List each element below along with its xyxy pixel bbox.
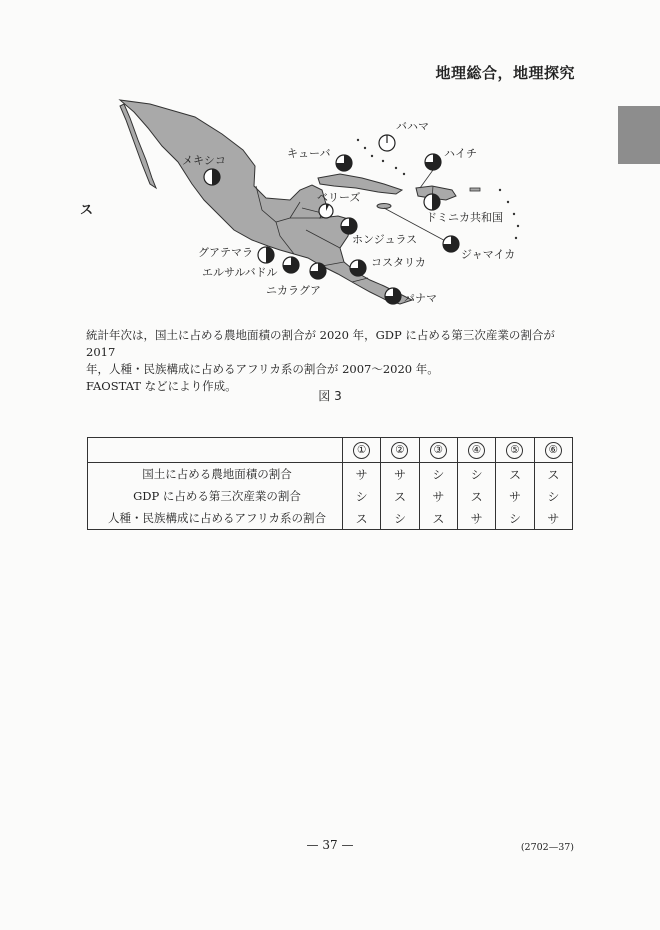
figure-caption: 図 3 — [318, 389, 342, 403]
pie-marker — [341, 218, 357, 234]
table-cell: シ — [419, 463, 457, 486]
table-cell: サ — [381, 463, 419, 486]
choice-header — [419, 438, 457, 463]
page-number: — 37 — — [306, 838, 354, 852]
table-row — [88, 485, 573, 507]
table-cell: ス — [534, 463, 572, 486]
pie-marker — [424, 194, 440, 210]
choice-number: ⑤ — [506, 442, 523, 459]
row-label: GDP に占める第三次産業の割合 — [88, 485, 343, 507]
pie-marker — [204, 169, 220, 185]
table-cell: ス — [343, 507, 381, 530]
exam-code: (2702—37) — [520, 842, 574, 853]
table-cell: シ — [496, 507, 534, 530]
choice-header — [381, 438, 419, 463]
map-label-haiti: ハイチ — [444, 147, 477, 160]
table-cell: サ — [496, 485, 534, 507]
table-cell: シ — [343, 485, 381, 507]
pie-marker — [443, 236, 459, 252]
note-line: 統計年次は，国土に占める農地面積の割合が 2020 年，GDP に占める第三次産業の割合が 2017 — [86, 328, 555, 359]
table-cell: サ — [419, 485, 457, 507]
figure-note — [86, 327, 586, 395]
table-cell: シ — [534, 485, 572, 507]
table-header-blank — [88, 438, 343, 463]
choice-header — [534, 438, 572, 463]
table-cell: ス — [381, 485, 419, 507]
choice-number: ② — [391, 442, 408, 459]
pie-marker — [379, 135, 395, 151]
choice-header — [496, 438, 534, 463]
map-label-guatemala: グアテマラ — [198, 246, 253, 259]
pie-marker — [425, 154, 441, 170]
table-row — [88, 507, 573, 530]
table-cell: サ — [534, 507, 572, 530]
choice-number: ④ — [468, 442, 485, 459]
map-label-el-salvador: エルサルバドル — [202, 266, 278, 279]
map-label-dominican-republic: ドミニカ共和国 — [426, 211, 503, 224]
jamaica-shape — [377, 204, 391, 209]
table-cell: ス — [457, 485, 495, 507]
map-label-cuba: キューバ — [287, 147, 331, 160]
map-label-nicaragua: ニカラグア — [266, 284, 321, 297]
choice-number: ③ — [430, 442, 447, 459]
pie-marker — [385, 288, 401, 304]
row-label: 人種・民族構成に占めるアフリカ系の割合 — [88, 507, 343, 530]
pie-marker — [283, 257, 299, 273]
table-cell: シ — [381, 507, 419, 530]
page-header-title: 地理総合，地理探究 — [435, 64, 575, 82]
map-label-bahamas: バハマ — [396, 120, 429, 133]
choice-header — [343, 438, 381, 463]
table-cell: ス — [496, 463, 534, 486]
map-label-honduras: ホンジュラス — [352, 233, 418, 246]
answer-choices-table — [87, 437, 573, 530]
stray-text: ス — [80, 203, 94, 218]
map-figure — [0, 0, 660, 330]
pie-marker — [310, 263, 326, 279]
table-header-row — [88, 438, 573, 463]
choice-number: ⑥ — [545, 442, 562, 459]
note-line: FAOSTAT などにより作成。 — [86, 379, 237, 393]
row-label: 国土に占める農地面積の割合 — [88, 463, 343, 486]
table-cell: サ — [457, 507, 495, 530]
table-cell: シ — [457, 463, 495, 486]
map-label-mexico: メキシコ — [182, 154, 226, 167]
pie-marker — [350, 260, 366, 276]
map-label-belize: ベリーズ — [317, 191, 361, 204]
map-label-panama: パナマ — [404, 292, 437, 305]
pie-marker — [258, 247, 274, 263]
note-line: 年，人種・民族構成に占めるアフリカ系の割合が 2007～2020 年。 — [86, 362, 439, 376]
table-cell: サ — [343, 463, 381, 486]
map-label-jamaica: ジャマイカ — [461, 248, 516, 261]
choice-header — [457, 438, 495, 463]
map-label-costa-rica: コスタリカ — [371, 256, 426, 269]
table-cell: ス — [419, 507, 457, 530]
pie-marker — [319, 204, 333, 218]
table-row — [88, 463, 573, 486]
choice-number: ① — [353, 442, 370, 459]
pie-marker — [336, 155, 352, 171]
